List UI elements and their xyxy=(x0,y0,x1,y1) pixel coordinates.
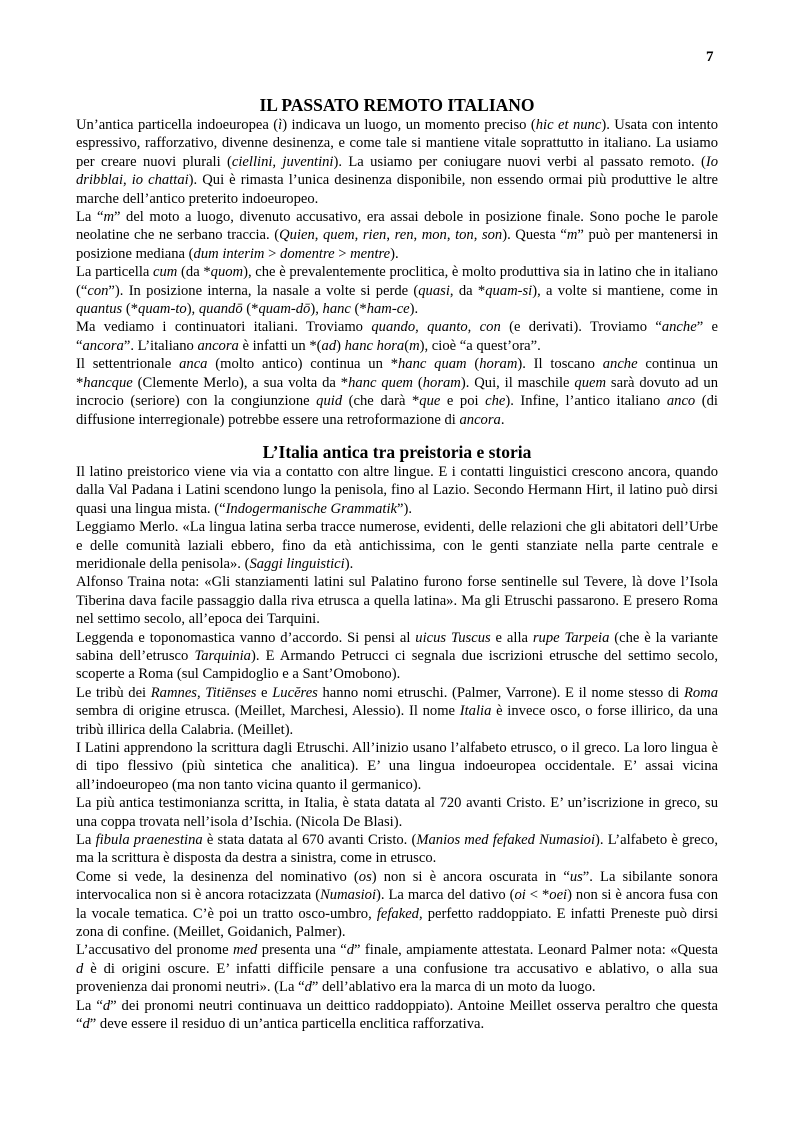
section-body-passato-remoto xyxy=(76,116,718,429)
paragraph: L’accusativo del pronome med presenta una “d” finale, ampiamente attestata. Leonard Palmer nota: «Questa d è di origini oscure. E’ infatti difficile pensare a una confusione tra accusativo e ablativo, o alla sua provenienza dai pronomi neutri». (La “d” dell’ablativo era la marca di un moto da luogo. xyxy=(76,942,718,996)
paragraph: Il latino preistorico viene via via a contatto con altre lingue. E i contatti linguistici crescono ancora, quando dalla Val Padana i Latini scendono lungo la penisola, fino al Lazio. Secondo Hermann Hirt, il latino può dirsi quasi una lingua mista. (“Indogermanische Grammatik”). xyxy=(76,463,718,517)
paragraph: La “d” dei pronomi neutri continuava un deittico raddoppiato). Antoine Meillet osserva peraltro che questa “d” deve essere il residuo di un’antica particella enclitica rafforzativa. xyxy=(76,997,718,1033)
paragraph: Il settentrionale anca (molto antico) continua un *hanc quam (horam). Il toscano anche continua un *hancque (Clemente Merlo), a sua volta da *hanc quem (horam). Qui, il maschile quem sarà dovuto ad un incrocio (seriore) con la congiunzione quid (che darà *que e poi che). Infine, l’antico italiano anco (di diffusione interregionale) potrebbe essere una retroformazione di ancora. xyxy=(76,356,718,428)
paragraph: La “m” del moto a luogo, divenuto accusativo, era assai debole in posizione finale. Sono poche le parole neolatine che ne serbano traccia. (Quien, quem, rien, ren, mon, ton, son). Questa “m” può per mantenersi in posizione mediana (dum interim > domentre > mentre). xyxy=(76,209,719,262)
paragraph: I Latini apprendono la scrittura dagli Etruschi. All’inizio usano l’alfabeto etrusco, o il greco. La loro lingua è di tipo flessivo (più sintetica che analitica). E’ una lingua indoeuropea occidentale. E’ assai vicina all’indoeuropeo (ma non tanto vicina quanto il germanico). xyxy=(76,740,718,793)
paragraph: La fibula praenestina è stata datata al 670 avanti Cristo. (Manios med fefaked Numasioi). L’alfabeto è greco, ma la scrittura è disposta da destra a sinistra, come in etrusco. xyxy=(76,832,718,867)
paragraph: Alfonso Traina nota: «Gli stanziamenti latini sul Palatino furono forse sentinelle sul Tevere, là dove l’Isola Tiberina dava facile passaggio dalla riva etrusca a quella latina». Ma gli Etruschi passarono. E presero Roma nel settimo secolo, all’epoca dei Tarquini. xyxy=(76,574,718,628)
paragraph: Ma vediamo i continuatori italiani. Troviamo quando, quanto, con (e derivati). Troviamo “anche” e “ancora”. L’italiano ancora è infatti un *(ad) hanc hora(m), cioè “a quest’ora”. xyxy=(76,319,718,354)
paragraph: Un’antica particella indoeuropea (ì) indicava un luogo, un momento preciso (hic et nunc). Usata con intento espressivo, rafforzativo, divenne desinenza, e come tale si mantiene vitale soprattutto in italiano. La usiamo per creare nuovi plurali (ciellini, juventini). La usiamo per coniugare nuovi verbi al passato remoto. (Io dribblai, io chattai). Qui è rimasta l’unica desinenza disponibile, non essendo ormai più produttive le altre marche dell’antico preterito indoeuropeo. xyxy=(76,117,718,207)
paragraph: La particella cum (da *quom), che è prevalentemente proclitica, è molto produttiva sia in latino che in italiano (“con”). In posizione interna, la nasale a volte si perde (quasi, da *quam-si), a volte si mantiene, come in quantus (*quam-to), quandō (*quam-dō), hanc (*ham-ce). xyxy=(76,264,718,318)
paragraph: Come si vede, la desinenza del nominativo (os) non si è ancora oscurata in “us”. La sibilante sonora intervocalica non si è ancora rotacizzata (Numasioi). La marca del dativo (oi < *oei) non si è ancora fusa con la vocale tematica. C’è poi un tratto osco-umbro, fefaked, perfetto raddoppiato. E infatti Preneste può dirsi zona di confine. (Meillet, Goidanich, Palmer). xyxy=(76,868,719,941)
page-number: 7 xyxy=(706,49,714,65)
paragraph: Le tribù dei Ramnes, Titiēnses e Lucĕres hanno nomi etruschi. (Palmer, Varrone). E il nome stesso di Roma sembra di origine etrusca. (Meillet, Marchesi, Alessio). Il nome Italia è invece osco, o forse illirico, da una tribù illirica della Calabria. (Meillet). xyxy=(76,684,719,738)
page-content xyxy=(76,95,718,1034)
paragraph: La più antica testimonianza scritta, in Italia, è stata datata al 720 avanti Cristo. E’ un’iscrizione in greco, su una coppa trovata nell’isola d’Ischia. (Nicola De Blasi). xyxy=(76,795,718,830)
paragraph: Leggenda e toponomastica vanno d’accordo. Si pensi al uicus Tuscus e alla rupe Tarpeia (che è la variante sabina dell’etrusco Tarquinia). E Armando Petrucci ci segnala due iscrizioni etrusche del settimo secolo, scoperte a Roma (sul Campidoglio e a Sant’Omobono). xyxy=(76,629,718,683)
section-title-italia-antica: L’Italia antica tra preistoria e storia xyxy=(262,441,532,462)
paragraph: Leggiamo Merlo. «La lingua latina serba tracce numerose, evidenti, delle relazioni che gli abitatori dell’Urbe e delle comunità laziali ebbero, fino da età antichissima, con le genti stanziate nella parte centrale e meridionale della penisola». (Saggi linguistici). xyxy=(76,519,718,572)
section-body-italia-antica xyxy=(76,463,718,1034)
section-title-passato-remoto: IL PASSATO REMOTO ITALIANO xyxy=(259,95,535,115)
